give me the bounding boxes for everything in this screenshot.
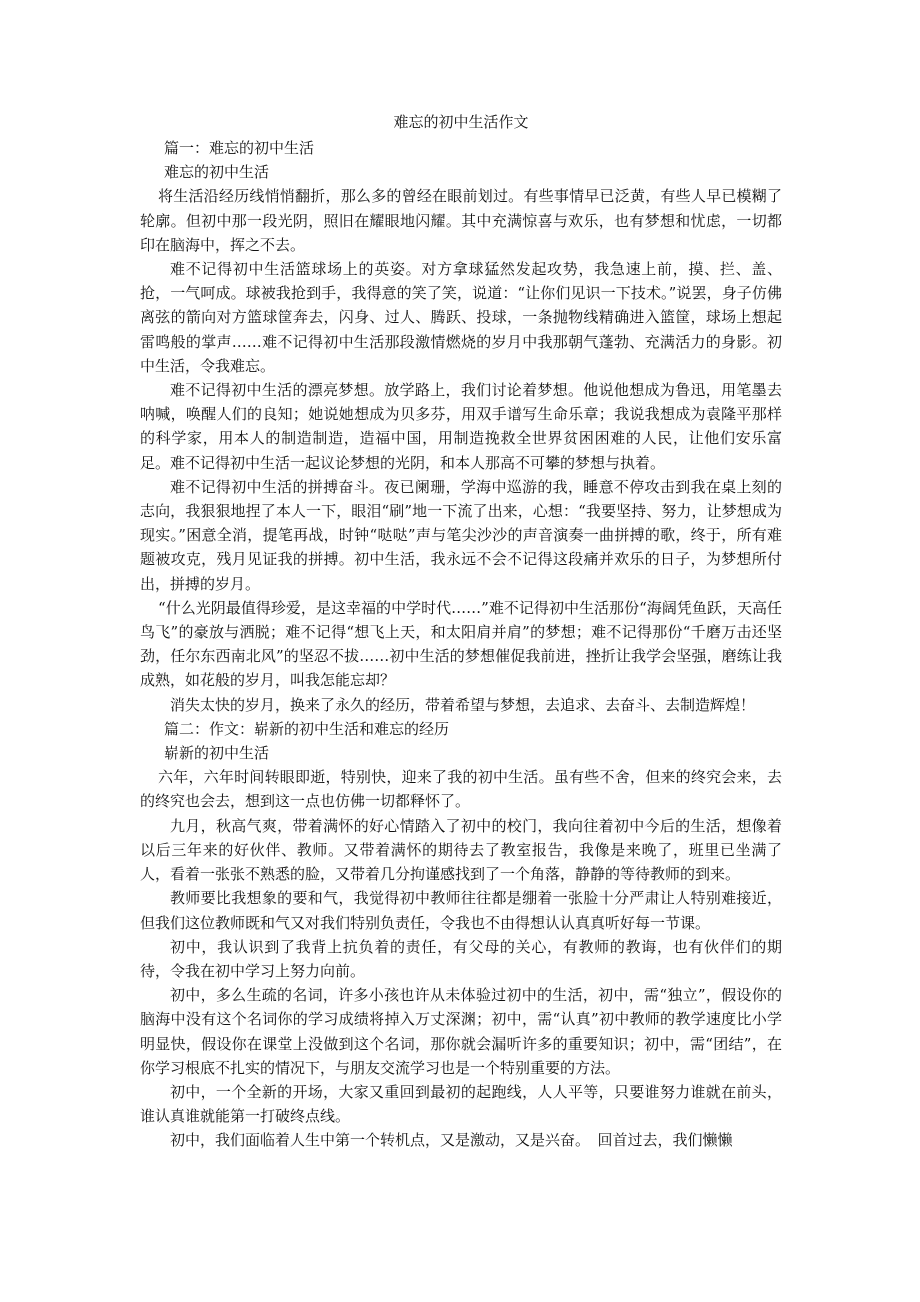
section-2-heading: 篇二：作文：崭新的初中生活和难忘的经历 bbox=[164, 719, 450, 738]
section-2-paragraph-7: 初中，我们面临着人生中第一个转机点，又是激动，又是兴奋。 回首过去，我们懒懒 bbox=[170, 1131, 733, 1150]
section-2-paragraph-1: 六年，六年时间转眼即逝，特别快，迎来了我的初中生活。虽有些不舍，但来的终究会来，去的终究也会去，想到这一点也仿佛一切都释怀了。 bbox=[140, 768, 782, 811]
section-2-paragraph-3: 教师要比我想象的要和气，我觉得初中教师往往都是绷着一张脸十分严肃让人特别难接近，但我们这位教师既和气又对我们特别负责任，令我也不由得想认认真真听好每一节课。 bbox=[140, 889, 782, 932]
section-2-paragraph-5: 初中，多么生疏的名词，许多小孩也许从未体验过初中的生活，初中，需“独立”，假设你的脑海中没有这个名词你的学习成绩将掉入万丈深渊；初中，需“认真”初中教师的教学速度比小学明显快，假设你在课堂上没做到这个名词，那你就会漏听许多的重要知识；初中，需“团结”，在你学习根底不扎实的情况下，与朋友交流学习也是一个特别重要的方法。 bbox=[140, 986, 782, 1077]
section-1-heading: 篇一：难忘的初中生活 bbox=[164, 139, 315, 157]
document-page bbox=[140, 110, 782, 1153]
section-1-paragraph-3: 难不记得初中生活的漂亮梦想。放学路上，我们讨论着梦想。他说他想成为鲁迅，用笔墨去呐喊，唤醒人们的良知；她说她想成为贝多芬，用双手谱写生命乐章；我说我想成为袁隆平那样的科学家，用本人的制造制造，造福中国，用制造挽救全世界贫困困难的人民，让他们安乐富足。难不记得初中生活一起议论梦想的光阴，和本人那高不可攀的梦想与执着。 bbox=[140, 381, 782, 472]
section-1-paragraph-4: 难不记得初中生活的拼搏奋斗。夜已阑珊，学海中巡游的我，睡意不停攻击到我在桌上刻的志向，我狠狠地捏了本人一下，眼泪“刷”地一下流了出来，心想：“我要坚持、努力，让梦想成为现实。”困意全消，提笔再战，时钟“哒哒”声与笔尖沙沙的声音演奏一曲拼搏的歌，终于，所有难题被攻克，残月见证我的拼搏。初中生活，我永远不会不记得这段痛并欢乐的日子，为梦想所付出，拼搏的岁月。 bbox=[140, 477, 782, 593]
section-2-subtitle: 崭新的初中生活 bbox=[164, 744, 270, 763]
section-2-paragraph-2: 九月，秋高气爽，带着满怀的好心情踏入了初中的校门，我向往着初中今后的生活，想像着以后三年来的好伙伴、教师。又带着满怀的期待去了教室报告，我像是来晚了，班里已坐满了人，看着一张张不熟悉的脸，又带着几分拘谨感找到了一个角落，静静的等待教师的到来。 bbox=[140, 816, 782, 884]
section-2-paragraph-4: 初中，我认识到了我背上抗负着的责任，有父母的关心，有教师的教诲，也有伙伴们的期待，令我在初中学习上努力向前。 bbox=[140, 937, 782, 980]
section-1-paragraph-6: 消失太快的岁月，换来了永久的经历，带着希望与梦想，去追求、去奋斗、去制造辉煌！ bbox=[170, 695, 756, 714]
section-1-subtitle: 难忘的初中生活 bbox=[164, 163, 270, 182]
section-1-paragraph-1: 将生活沿经历线悄悄翻折，那么多的曾经在眼前划过。有些事情早已泛黄，有些人早已模糊了轮廓。但初中那一段光阴，照旧在耀眼地闪耀。其中充满惊喜与欢乐，也有梦想和忧虑，一切都印在脑海中，挥之不去。 bbox=[140, 187, 782, 254]
document-title: 难忘的初中生活作文 bbox=[393, 113, 529, 131]
section-2-paragraph-6: 初中，一个全新的开场，大家又重回到最初的起跑线，人人平等，只要谁努力谁就在前头，谁认真谁就能第一打破终点线。 bbox=[140, 1082, 782, 1126]
section-1-paragraph-2: 难不记得初中生活篮球场上的英姿。对方拿球猛然发起攻势，我急速上前，摸、拦、盖、抢，一气呵成。球被我抢到手，我得意的笑了笑，说道：“让你们见识一下技术。”说罢，身子仿佛离弦的箭向对方篮球筐奔去，闪身、过人、腾跃、投球，一条抛物线精确进入篮筐，球场上想起雷鸣般的掌声……难不记得初中生活那段激情燃烧的岁月中我那朝气蓬勃、充满活力的身影。初中生活，令我难忘。 bbox=[140, 260, 782, 375]
section-1-paragraph-5: “什么光阴最值得珍爱，是这幸福的中学时代……”难不记得初中生活那份“海阔凭鱼跃，天高任鸟飞”的豪放与洒脱；难不记得“想飞上天，和太阳肩并肩”的梦想；难不记得那份“千磨万击还坚劲，任尔东西南北风”的坚忍不拔……初中生活的梦想催促我前进，挫折让我学会坚强，磨练让我成熟，如花般的岁月，叫我怎能忘却？ bbox=[140, 598, 782, 690]
